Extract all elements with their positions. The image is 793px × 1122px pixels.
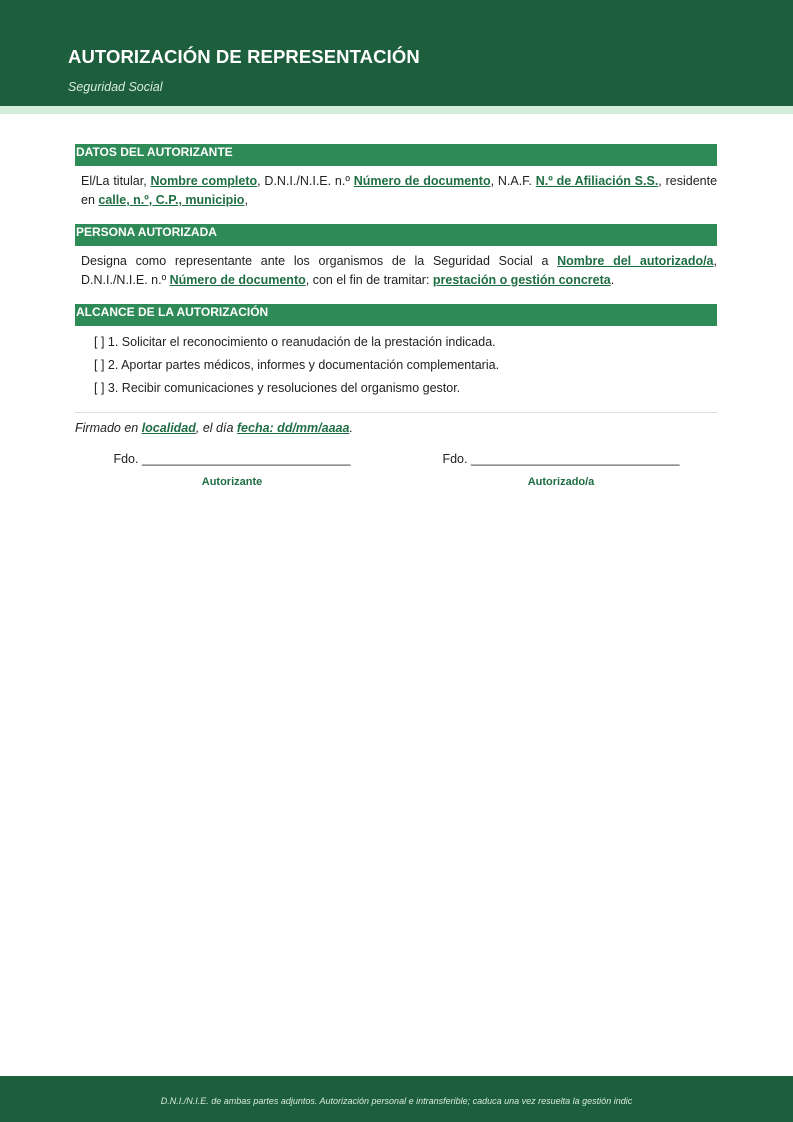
signature-block-authorized	[441, 452, 681, 488]
scope-item[interactable]: [ ] 1. Solicitar el reconocimiento o reanudación de la prestación indicada.	[94, 335, 496, 349]
signature-role-label: Autorizante	[201, 476, 263, 488]
section-header-scope: ALCANCE DE LA AUTORIZACIÓN	[75, 304, 717, 326]
text-fragment: .	[610, 273, 615, 287]
text-fragment: , D.N.I./N.I.E. n.º	[257, 174, 354, 188]
scope-item[interactable]: [ ] 2. Aportar partes médicos, informes y documentación complementaria.	[94, 358, 500, 372]
section-header-authorized-person: PERSONA AUTORIZADA	[75, 224, 717, 246]
text-fragment: ,	[244, 193, 248, 207]
authorizer-paragraph	[75, 166, 717, 210]
signature-row	[75, 452, 717, 512]
text-fragment: , N.A.F.	[490, 174, 536, 188]
signature-line[interactable]: Fdo. ______________________________	[113, 452, 351, 466]
text-fragment: , con el fin de tramitar:	[305, 273, 433, 287]
date-field[interactable]: fecha: dd/mm/aaaa	[236, 421, 350, 435]
text-fragment: , D.N.I./N.I.E. n.º	[81, 254, 717, 287]
document-body	[75, 144, 717, 512]
authorized-person-paragraph	[75, 246, 717, 290]
text-fragment: , el día	[195, 421, 237, 435]
scope-item[interactable]: [ ] 3. Recibir comunicaciones y resoluciones del organismo gestor.	[94, 381, 461, 395]
text-fragment: El/La titular,	[81, 174, 151, 188]
authorized-name-field[interactable]: Nombre del autorizado/a	[557, 254, 714, 268]
footer-note: D.N.I./N.I.E. de ambas partes adjuntos. Autorización personal e intransferible; caduca una vez resuelta la gestión indic	[160, 1096, 633, 1106]
document-subtitle: Seguridad Social	[68, 80, 163, 94]
scope-checklist	[75, 326, 717, 400]
authorizer-doc-number-field[interactable]: Número de documento	[353, 174, 491, 188]
document-title: AUTORIZACIÓN DE REPRESENTACIÓN	[68, 46, 420, 67]
text-fragment: Firmado en	[75, 421, 142, 435]
authorized-doc-number-field[interactable]: Número de documento	[169, 273, 306, 287]
place-field[interactable]: localidad	[141, 421, 196, 435]
ss-affiliation-number-field[interactable]: N.º de Afiliación S.S.	[535, 174, 659, 188]
address-field[interactable]: calle, n.º, C.P., municipio	[98, 193, 245, 207]
divider	[75, 412, 717, 413]
page-footer	[0, 1076, 793, 1122]
signature-line[interactable]: Fdo. ______________________________	[442, 452, 680, 466]
signature-block-authorizer	[112, 452, 352, 488]
text-fragment: .	[349, 421, 353, 435]
text-fragment: Designa como representante ante los organismos de la Seguridad Social a	[81, 254, 558, 268]
signature-role-label: Autorizado/a	[527, 476, 595, 488]
header-accent-band	[0, 106, 793, 114]
page-header	[0, 0, 793, 106]
text-fragment: , residente en	[81, 174, 718, 207]
purpose-field[interactable]: prestación o gestión concreta	[432, 273, 611, 287]
section-header-authorizer: DATOS DEL AUTORIZANTE	[75, 144, 717, 166]
full-name-field[interactable]: Nombre completo	[150, 174, 258, 188]
signed-line	[75, 421, 717, 435]
